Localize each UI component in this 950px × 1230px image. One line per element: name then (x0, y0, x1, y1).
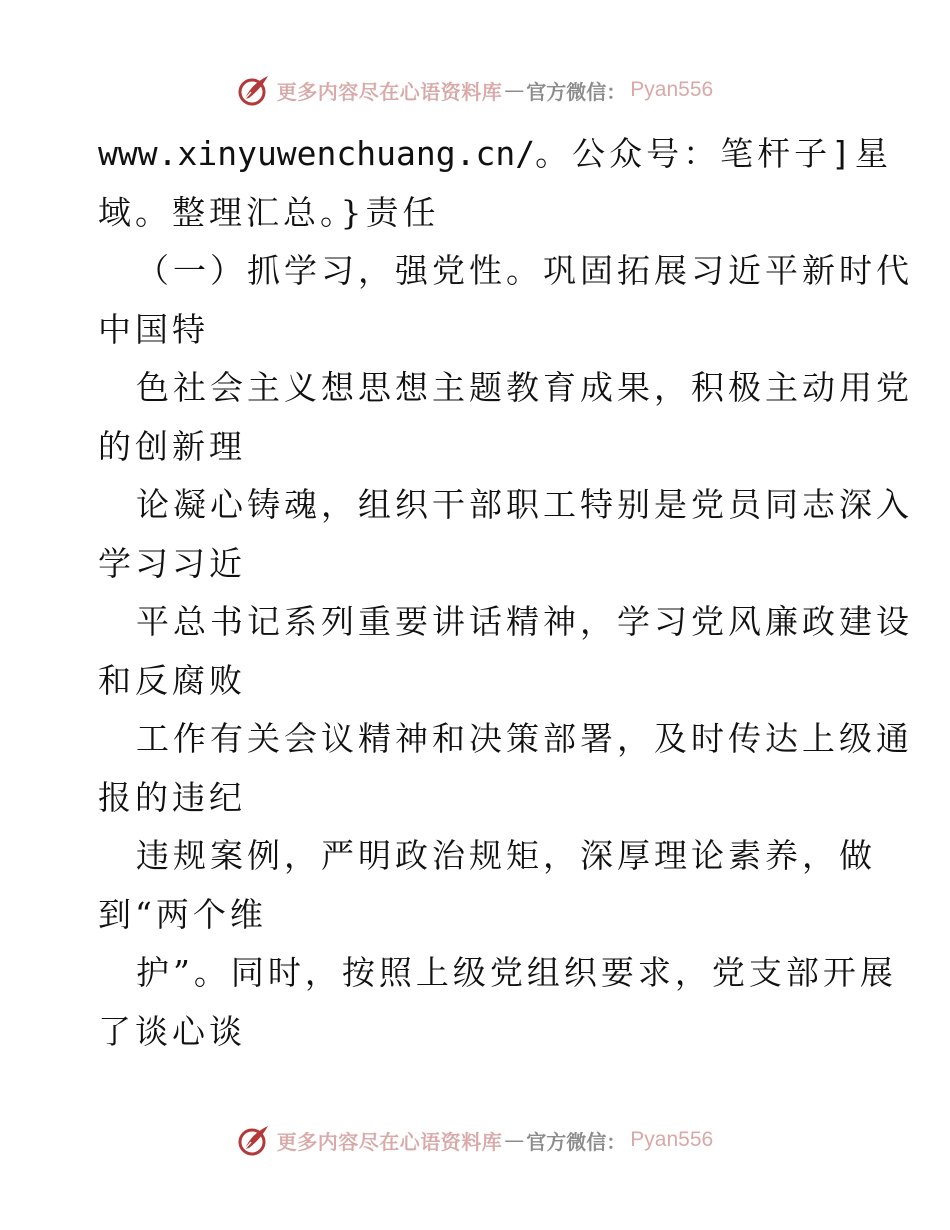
url-line-rest: 。公众号：笔杆子]星 (535, 134, 892, 173)
text-line: 和反腐败 (98, 660, 246, 700)
text-line: 中国特 (98, 309, 209, 349)
banner-wechat-account: Pyan556 (630, 1128, 714, 1151)
quill-logo-icon (237, 73, 271, 107)
text-line: 报的违纪 (98, 777, 246, 817)
banner-promo-text: 更多内容尽在心语资料库 (276, 1129, 503, 1154)
banner-wechat-account: Pyan556 (630, 78, 714, 101)
text-line: 了谈心谈 (98, 1011, 246, 1051)
banner-dash: — (504, 1128, 525, 1152)
text-line: 护”。同时，按照上级党组织要求，党支部开展 (136, 953, 897, 992)
text-line-url (98, 125, 892, 184)
header-banner (0, 70, 950, 110)
text-line: 违规案例，严明政治规矩，深厚理论素养，做 (136, 836, 876, 875)
text-line: 论凝心铸魂，组织干部职工特别是党员同志深入 (136, 485, 913, 524)
banner-wechat-label: 官方微信： (526, 79, 627, 104)
text-line: 色社会主义想思想主题教育成果，积极主动用党 (136, 368, 913, 407)
quill-logo-icon (237, 1123, 271, 1157)
website-url: www.xinyuwenchuang.cn/ (98, 134, 536, 173)
text-line: 的创新理 (98, 426, 246, 466)
footer-banner (0, 1120, 950, 1160)
banner-dash: — (504, 78, 525, 102)
text-line: 工作有关会议精神和决策部署，及时传达上级通 (136, 719, 913, 758)
text-line: 域。整理汇总。}责任 (98, 192, 440, 232)
banner-wechat-label: 官方微信： (526, 1129, 627, 1154)
text-line: 学习习近 (98, 543, 246, 583)
text-line: 到“两个维 (98, 894, 267, 934)
text-line: （一）抓学习，强党性。巩固拓展习近平新时代 (136, 251, 913, 290)
document-body (98, 125, 913, 1061)
banner-promo-text: 更多内容尽在心语资料库 (276, 79, 503, 104)
text-line: 平总书记系列重要讲话精神，学习党风廉政建设 (136, 602, 913, 641)
